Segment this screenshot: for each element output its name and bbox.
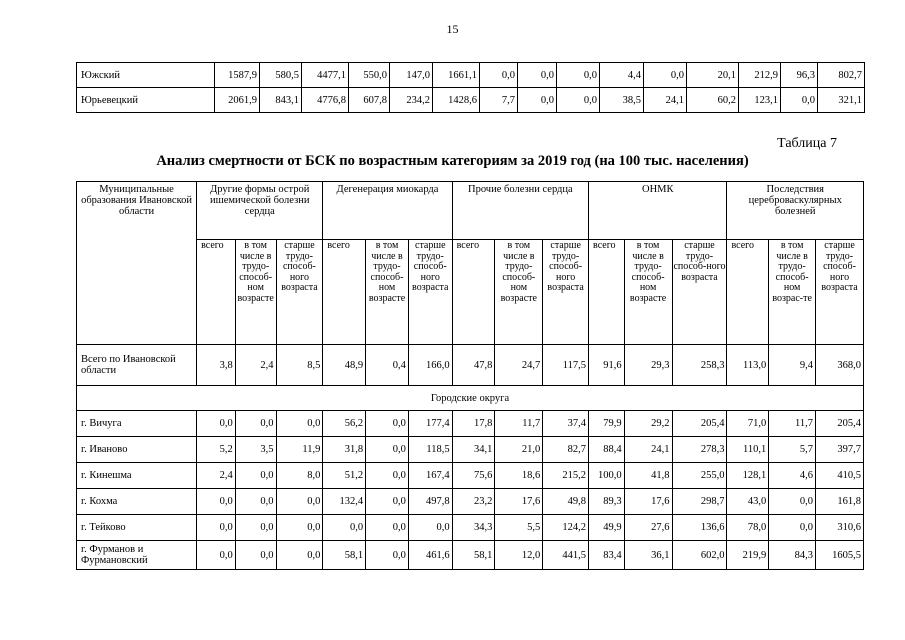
table-row (77, 541, 864, 570)
table-cell: 219,9 (727, 541, 769, 570)
table-cell: 0,0 (366, 489, 409, 515)
table-cell: 27,6 (624, 515, 672, 541)
group-header: Прочие болезни сердца (452, 182, 588, 240)
table-cell: 124,2 (543, 515, 589, 541)
table-cell: 310,6 (816, 515, 864, 541)
table-cell: 5,5 (495, 515, 543, 541)
subheader: всего (323, 240, 366, 345)
table-cell: 17,6 (624, 489, 672, 515)
table-cell: 4,4 (600, 63, 644, 88)
row-name: г. Иваново (77, 437, 197, 463)
table-cell: 3,5 (235, 437, 276, 463)
table-cell: 0,0 (366, 463, 409, 489)
table-cell: 0,0 (769, 515, 816, 541)
table-cell: 278,3 (672, 437, 727, 463)
corner-header: Муниципальные образования Ивановской области (77, 182, 197, 345)
subheader: в том числе в трудо-способ-ном возрасте (366, 240, 409, 345)
table-cell: 3,8 (197, 345, 236, 386)
table-cell: 7,7 (480, 88, 518, 113)
table-cell: 0,0 (323, 515, 366, 541)
table-cell: 37,4 (543, 411, 589, 437)
row-name: г. Кохма (77, 489, 197, 515)
table-cell: 0,0 (781, 88, 818, 113)
row-name: Юрьевецкий (77, 88, 215, 113)
total-row (77, 345, 864, 386)
table-caption: Таблица 7 (777, 136, 837, 151)
table-cell: 83,4 (589, 541, 625, 570)
section-row (77, 386, 864, 411)
table-cell: 410,5 (816, 463, 864, 489)
table-cell: 51,2 (323, 463, 366, 489)
table-cell: 12,0 (495, 541, 543, 570)
table-cell: 0,0 (235, 489, 276, 515)
subheader: в том числе в трудо-способ-ном возрасте (495, 240, 543, 345)
table-row (77, 463, 864, 489)
table-cell: 123,1 (739, 88, 781, 113)
table-row (77, 515, 864, 541)
table-cell: 88,4 (589, 437, 625, 463)
subheader: старше трудо-способ-ного возраста (672, 240, 727, 345)
table-cell: 21,0 (495, 437, 543, 463)
continued-table (76, 62, 865, 113)
table-cell: 38,5 (600, 88, 644, 113)
table-cell: 31,8 (323, 437, 366, 463)
table-cell: 47,8 (452, 345, 495, 386)
table-cell: 607,8 (349, 88, 390, 113)
table-cell: 161,8 (816, 489, 864, 515)
subheader: старше трудо-способ-ного возраста (816, 240, 864, 345)
table-cell: 1428,6 (433, 88, 480, 113)
table-cell: 166,0 (408, 345, 452, 386)
table-cell: 1605,5 (816, 541, 864, 570)
group-header-row (77, 182, 864, 240)
table-cell: 110,1 (727, 437, 769, 463)
table-cell: 1661,1 (433, 63, 480, 88)
table-cell: 49,8 (543, 489, 589, 515)
table-cell: 368,0 (816, 345, 864, 386)
table-cell: 36,1 (624, 541, 672, 570)
table-cell: 20,1 (687, 63, 739, 88)
table-cell: 0,0 (276, 489, 323, 515)
subheader: старше трудо-способ-ного возраста (408, 240, 452, 345)
table-cell: 397,7 (816, 437, 864, 463)
table-cell: 843,1 (260, 88, 302, 113)
table-cell: 441,5 (543, 541, 589, 570)
table-cell: 24,1 (624, 437, 672, 463)
table-cell: 29,3 (624, 345, 672, 386)
table-cell: 0,0 (366, 541, 409, 570)
subheader: в том числе в трудо-способ-ном возрасте (235, 240, 276, 345)
subheader: в том числе в трудо-способ-ном возрасте (624, 240, 672, 345)
table-cell: 0,0 (366, 515, 409, 541)
table-cell: 24,7 (495, 345, 543, 386)
table-cell: 78,0 (727, 515, 769, 541)
table-cell: 0,0 (197, 489, 236, 515)
table-cell: 128,1 (727, 463, 769, 489)
table-cell: 0,0 (235, 463, 276, 489)
subheader: старше трудо-способ-ного возраста (543, 240, 589, 345)
table-cell: 2,4 (197, 463, 236, 489)
table-cell: 215,2 (543, 463, 589, 489)
subheader: в том числе в трудо-способ-ном возрас-те (769, 240, 816, 345)
table-cell: 802,7 (818, 63, 865, 88)
table-cell: 48,9 (323, 345, 366, 386)
table-cell: 24,1 (644, 88, 687, 113)
subheader: всего (727, 240, 769, 345)
table-cell: 84,3 (769, 541, 816, 570)
table-cell: 41,8 (624, 463, 672, 489)
table-cell: 11,9 (276, 437, 323, 463)
table-cell: 0,0 (197, 411, 236, 437)
table-cell: 0,4 (366, 345, 409, 386)
table-cell: 0,0 (235, 411, 276, 437)
row-name: Всего по Ивановской области (77, 345, 197, 386)
table-cell: 1587,9 (215, 63, 260, 88)
table-cell: 580,5 (260, 63, 302, 88)
table-cell: 147,0 (390, 63, 433, 88)
table-cell: 0,0 (197, 515, 236, 541)
table-cell: 18,6 (495, 463, 543, 489)
table-cell: 43,0 (727, 489, 769, 515)
subheader: всего (197, 240, 236, 345)
table-cell: 34,1 (452, 437, 495, 463)
table-cell: 0,0 (769, 489, 816, 515)
table-cell: 4,6 (769, 463, 816, 489)
table-cell: 11,7 (769, 411, 816, 437)
table-cell: 0,0 (557, 88, 600, 113)
table-cell: 461,6 (408, 541, 452, 570)
table-cell: 4776,8 (302, 88, 349, 113)
table-cell: 71,0 (727, 411, 769, 437)
table-cell: 96,3 (781, 63, 818, 88)
section-label: Городские округа (77, 386, 864, 411)
table-cell: 11,7 (495, 411, 543, 437)
table-cell: 497,8 (408, 489, 452, 515)
table-cell: 0,0 (480, 63, 518, 88)
table-cell: 205,4 (672, 411, 727, 437)
table-cell: 17,8 (452, 411, 495, 437)
row-name: г. Тейково (77, 515, 197, 541)
group-header: Другие формы острой ишемической болезни сердца (197, 182, 323, 240)
table-cell: 0,0 (644, 63, 687, 88)
subheader: старше трудо-способ-ного возраста (276, 240, 323, 345)
table-cell: 0,0 (366, 411, 409, 437)
table-cell: 113,0 (727, 345, 769, 386)
table-cell: 79,9 (589, 411, 625, 437)
table-cell: 258,3 (672, 345, 727, 386)
table-cell: 234,2 (390, 88, 433, 113)
row-name: Южский (77, 63, 215, 88)
row-name: г. Фурманов и Фурмановский (77, 541, 197, 570)
table-cell: 118,5 (408, 437, 452, 463)
table-cell: 0,0 (276, 411, 323, 437)
table-cell: 0,0 (408, 515, 452, 541)
table-cell: 0,0 (557, 63, 600, 88)
table-cell: 0,0 (235, 541, 276, 570)
table-cell: 177,4 (408, 411, 452, 437)
subheader: всего (589, 240, 625, 345)
table-cell: 117,5 (543, 345, 589, 386)
table-cell: 0,0 (197, 541, 236, 570)
table-cell: 58,1 (323, 541, 366, 570)
row-name: г. Кинешма (77, 463, 197, 489)
table-cell: 75,6 (452, 463, 495, 489)
table-cell: 212,9 (739, 63, 781, 88)
table-row (77, 88, 865, 113)
table-row (77, 437, 864, 463)
table-cell: 29,2 (624, 411, 672, 437)
table-cell: 89,3 (589, 489, 625, 515)
table-cell: 23,2 (452, 489, 495, 515)
table-cell: 602,0 (672, 541, 727, 570)
table-cell: 5,2 (197, 437, 236, 463)
table-cell: 8,5 (276, 345, 323, 386)
mortality-table (76, 181, 864, 570)
table-row (77, 63, 865, 88)
group-header: ОНМК (589, 182, 727, 240)
table-cell: 255,0 (672, 463, 727, 489)
table-cell: 8,0 (276, 463, 323, 489)
table-cell: 321,1 (818, 88, 865, 113)
table-cell: 136,6 (672, 515, 727, 541)
table-cell: 82,7 (543, 437, 589, 463)
table-cell: 2,4 (235, 345, 276, 386)
group-header: Дегенерация миокарда (323, 182, 452, 240)
table-cell: 5,7 (769, 437, 816, 463)
table-row (77, 489, 864, 515)
table-cell: 132,4 (323, 489, 366, 515)
table-cell: 0,0 (276, 541, 323, 570)
table-cell: 0,0 (366, 437, 409, 463)
row-name: г. Вичуга (77, 411, 197, 437)
table-cell: 2061,9 (215, 88, 260, 113)
table-cell: 167,4 (408, 463, 452, 489)
table-cell: 298,7 (672, 489, 727, 515)
table-cell: 0,0 (276, 515, 323, 541)
subheader: всего (452, 240, 495, 345)
table-cell: 0,0 (518, 88, 557, 113)
table-title: Анализ смертности от БСК по возрастным категориям за 2019 год (на 100 тыс. населения) (156, 153, 749, 169)
table-cell: 4477,1 (302, 63, 349, 88)
page-number: 15 (446, 22, 459, 36)
table-cell: 0,0 (235, 515, 276, 541)
table-cell: 34,3 (452, 515, 495, 541)
table-cell: 100,0 (589, 463, 625, 489)
table-cell: 9,4 (769, 345, 816, 386)
table-cell: 205,4 (816, 411, 864, 437)
table-cell: 91,6 (589, 345, 625, 386)
table-cell: 550,0 (349, 63, 390, 88)
table-cell: 58,1 (452, 541, 495, 570)
table-cell: 17,6 (495, 489, 543, 515)
table-cell: 60,2 (687, 88, 739, 113)
table-cell: 49,9 (589, 515, 625, 541)
table-cell: 56,2 (323, 411, 366, 437)
table-cell: 0,0 (518, 63, 557, 88)
table-row (77, 411, 864, 437)
group-header: Последствия цереброваскулярных болезней (727, 182, 864, 240)
